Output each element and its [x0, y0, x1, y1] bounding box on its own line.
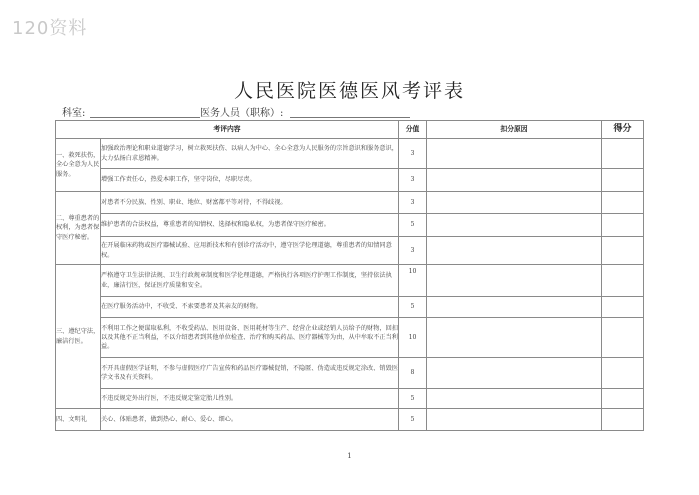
result-cell	[602, 318, 644, 358]
row-content: 维护患者的合法权益，尊重患者的知情权、选择权和隐私权，为患者保守医疗秘密。	[101, 214, 399, 237]
row-content: 不利用工作之便谋取私利，不收受药品、医用设备、医用耗材等生产、经营企业或经销人员给予的财物，回扣以及其他不正当利益，不以介绍患者到其他单位检查、治疗和购买药品、医疗器械等为由，从中牟取不正当利益。	[101, 318, 399, 358]
result-cell	[602, 297, 644, 318]
row-score: 3	[399, 192, 427, 214]
deduction-cell	[427, 237, 602, 265]
deduction-cell	[427, 409, 602, 431]
table-row	[56, 318, 644, 358]
row-score: 3	[399, 139, 427, 169]
row-content: 增强工作责任心，热爱本职工作，坚守岗位，尽职尽责。	[101, 169, 399, 192]
page-title: 人民医院医德医风考评表	[233, 80, 465, 102]
deduction-cell	[427, 318, 602, 358]
row-score: 8	[399, 358, 427, 389]
deduction-cell	[427, 192, 602, 214]
table-row	[56, 192, 644, 214]
watermark: 120资料	[12, 18, 88, 39]
row-content: 加强政治理论和职业道德学习，树立救死扶伤、以病人为中心、全心全意为人民服务的宗旨意识和服务意识，大力弘扬白求恩精神。	[101, 139, 399, 169]
row-score: 5	[399, 297, 427, 318]
result-cell	[602, 389, 644, 409]
result-cell	[602, 237, 644, 265]
category-cell: 一、救死扶伤，全心全意为人民服务。	[56, 139, 101, 192]
result-cell	[602, 192, 644, 214]
header-score: 分值	[399, 121, 427, 139]
row-content: 关心、体贴患者，做到热心、耐心、爱心、细心。	[101, 409, 399, 431]
row-content: 在医疗服务活动中，不收受、不索要患者及其亲友的财物。	[101, 297, 399, 318]
row-score: 10	[399, 265, 427, 297]
category-cell: 四、文明礼	[56, 409, 101, 431]
deduction-cell	[427, 297, 602, 318]
department-label: 科室:	[62, 108, 86, 119]
result-cell	[602, 214, 644, 237]
result-cell	[602, 358, 644, 389]
header-result: 得分	[602, 121, 644, 139]
result-cell	[602, 169, 644, 192]
table-row	[56, 169, 644, 192]
table-row	[56, 214, 644, 237]
row-score: 3	[399, 169, 427, 192]
deduction-cell	[427, 214, 602, 237]
row-score: 5	[399, 409, 427, 431]
deduction-cell	[427, 358, 602, 389]
page-number: 1	[347, 452, 352, 460]
form-meta	[62, 104, 642, 120]
category-cell: 三、遵纪守法，廉洁行医。	[56, 265, 101, 409]
deduction-cell	[427, 389, 602, 409]
deduction-cell	[427, 169, 602, 192]
header-content: 考评内容	[56, 121, 399, 139]
department-underline	[90, 117, 200, 118]
table-row	[56, 297, 644, 318]
table-row	[56, 358, 644, 389]
row-score: 10	[399, 318, 427, 358]
table-row	[56, 265, 644, 297]
staff-label: 医务人员（职称）:	[200, 108, 284, 119]
row-score: 5	[399, 214, 427, 237]
result-cell	[602, 139, 644, 169]
table-row	[56, 389, 644, 409]
evaluation-table	[55, 120, 644, 431]
table-row	[56, 409, 644, 431]
row-content: 严格遵守卫生法律法规、卫生行政规章制度和医学伦理道德，严格执行各项医疗护理工作制度，坚持依法执业，廉洁行医，保证医疗质量和安全。	[101, 265, 399, 297]
deduction-cell	[427, 139, 602, 169]
row-score: 3	[399, 237, 427, 265]
staff-underline	[290, 117, 410, 118]
row-content: 不违反规定外出行医，不违反规定鉴定胎儿性别。	[101, 389, 399, 409]
row-content: 对患者不分民族、性别、职业、地位、财富都平等对待，不得歧视。	[101, 192, 399, 214]
header-deduction: 扣分原因	[427, 121, 602, 139]
category-cell: 二、尊重患者的权利，为患者保守医疗秘密。	[56, 192, 101, 265]
table-row	[56, 139, 644, 169]
row-score: 5	[399, 389, 427, 409]
row-content: 在开展临床药物或医疗器械试验、应用新技术和有创诊疗活动中，遵守医学伦理道德，尊重患者的知情同意权。	[101, 237, 399, 265]
table-header-row	[56, 121, 644, 139]
result-cell	[602, 409, 644, 431]
row-content: 不开具虚假医学证明，不参与虚假医疗广告宣传和药品医疗器械促销，不隐匿、伪造或违反规定涂改、销毁医学文书及有关资料。	[101, 358, 399, 389]
table-row	[56, 237, 644, 265]
result-cell	[602, 265, 644, 297]
deduction-cell	[427, 265, 602, 297]
